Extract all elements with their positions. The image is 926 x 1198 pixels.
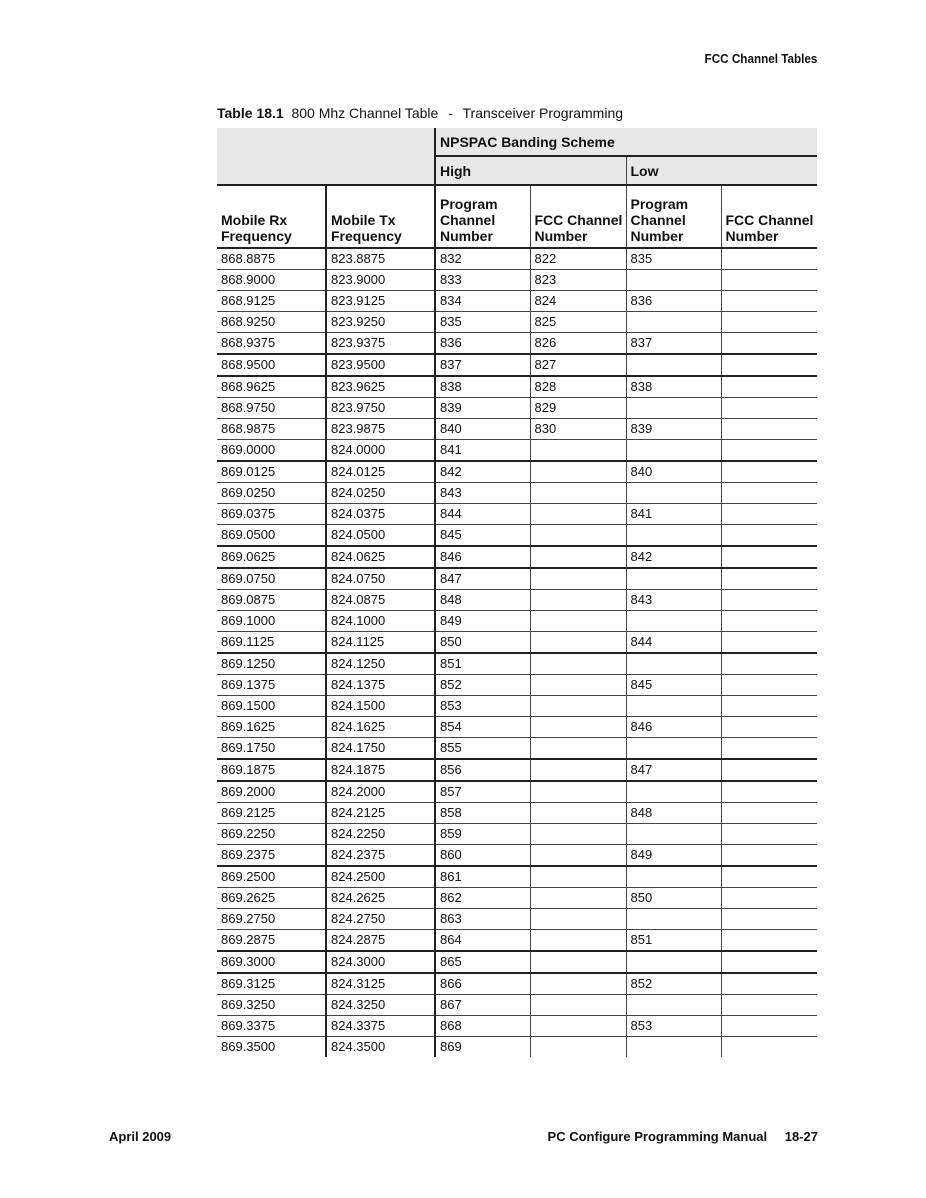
- col-header-mobile-rx: Mobile Rx Frequency: [217, 185, 326, 248]
- table-row: [217, 781, 817, 803]
- cell-low-program-channel: [626, 738, 721, 760]
- table-row: [217, 461, 817, 483]
- table-row: [217, 675, 817, 696]
- cell-low-fcc-channel: [721, 888, 817, 909]
- cell-low-program-channel: 849: [626, 845, 721, 867]
- cell-high-program-channel: 869: [435, 1037, 530, 1058]
- cell-low-program-channel: [626, 781, 721, 803]
- cell-high-fcc-channel: 823: [530, 270, 626, 291]
- cell-low-program-channel: 841: [626, 504, 721, 525]
- cell-mobile-tx: 824.1125: [326, 632, 435, 654]
- table-row: [217, 909, 817, 930]
- cell-high-program-channel: 835: [435, 312, 530, 333]
- table-title: 800 Mhz Channel Table: [291, 105, 439, 121]
- cell-high-fcc-channel: [530, 504, 626, 525]
- cell-mobile-rx: 869.1625: [217, 717, 326, 738]
- cell-low-program-channel: 837: [626, 333, 721, 355]
- cell-mobile-tx: 824.0500: [326, 525, 435, 547]
- cell-mobile-rx: 869.0500: [217, 525, 326, 547]
- footer-page-number: 18-27: [784, 1129, 818, 1144]
- cell-low-program-channel: 844: [626, 632, 721, 654]
- table-row: [217, 866, 817, 888]
- cell-high-fcc-channel: [530, 738, 626, 760]
- cell-high-program-channel: 851: [435, 653, 530, 675]
- caption-separator: -: [448, 105, 453, 121]
- group-header-npspac: NPSPAC Banding Scheme: [435, 128, 817, 156]
- cell-mobile-rx: 869.3500: [217, 1037, 326, 1058]
- cell-mobile-tx: 824.2250: [326, 824, 435, 845]
- cell-mobile-rx: 868.9250: [217, 312, 326, 333]
- cell-low-program-channel: [626, 824, 721, 845]
- cell-high-program-channel: 845: [435, 525, 530, 547]
- cell-mobile-rx: 869.0250: [217, 483, 326, 504]
- cell-high-fcc-channel: 822: [530, 248, 626, 270]
- cell-low-program-channel: 842: [626, 546, 721, 568]
- table-row: [217, 930, 817, 952]
- table-row: [217, 291, 817, 312]
- table-row: [217, 888, 817, 909]
- cell-high-fcc-channel: [530, 461, 626, 483]
- cell-low-program-channel: [626, 398, 721, 419]
- cell-low-program-channel: 848: [626, 803, 721, 824]
- cell-mobile-tx: 823.9375: [326, 333, 435, 355]
- cell-high-program-channel: 850: [435, 632, 530, 654]
- cell-mobile-tx: 823.9750: [326, 398, 435, 419]
- cell-low-fcc-channel: [721, 845, 817, 867]
- cell-mobile-rx: 869.1875: [217, 759, 326, 781]
- cell-mobile-rx: 869.2375: [217, 845, 326, 867]
- cell-mobile-rx: 869.2000: [217, 781, 326, 803]
- cell-high-fcc-channel: [530, 590, 626, 611]
- cell-low-program-channel: [626, 568, 721, 590]
- cell-high-fcc-channel: [530, 1037, 626, 1058]
- table-row: [217, 504, 817, 525]
- cell-high-fcc-channel: [530, 696, 626, 717]
- cell-mobile-rx: 869.0000: [217, 440, 326, 462]
- cell-mobile-rx: 868.9000: [217, 270, 326, 291]
- table-row: [217, 546, 817, 568]
- cell-high-fcc-channel: [530, 781, 626, 803]
- cell-low-fcc-channel: [721, 717, 817, 738]
- cell-mobile-tx: 824.2500: [326, 866, 435, 888]
- cell-high-fcc-channel: [530, 909, 626, 930]
- cell-mobile-rx: 869.1375: [217, 675, 326, 696]
- cell-mobile-rx: 868.9875: [217, 419, 326, 440]
- cell-low-program-channel: [626, 909, 721, 930]
- cell-high-fcc-channel: [530, 546, 626, 568]
- cell-high-fcc-channel: [530, 973, 626, 995]
- cell-high-fcc-channel: [530, 611, 626, 632]
- cell-low-program-channel: 846: [626, 717, 721, 738]
- cell-high-program-channel: 844: [435, 504, 530, 525]
- cell-high-fcc-channel: 827: [530, 354, 626, 376]
- cell-low-program-channel: [626, 440, 721, 462]
- cell-mobile-tx: 824.0625: [326, 546, 435, 568]
- cell-mobile-tx: 824.3375: [326, 1016, 435, 1037]
- cell-mobile-rx: 868.9375: [217, 333, 326, 355]
- cell-low-program-channel: 843: [626, 590, 721, 611]
- cell-mobile-rx: 869.2500: [217, 866, 326, 888]
- cell-low-program-channel: 847: [626, 759, 721, 781]
- cell-low-fcc-channel: [721, 248, 817, 270]
- cell-low-program-channel: 845: [626, 675, 721, 696]
- cell-mobile-tx: 823.9125: [326, 291, 435, 312]
- table-row: [217, 376, 817, 398]
- cell-low-fcc-channel: [721, 995, 817, 1016]
- cell-low-program-channel: 835: [626, 248, 721, 270]
- cell-low-fcc-channel: [721, 611, 817, 632]
- footer-date: April 2009: [109, 1129, 172, 1144]
- cell-high-program-channel: 852: [435, 675, 530, 696]
- cell-high-program-channel: 855: [435, 738, 530, 760]
- cell-low-fcc-channel: [721, 866, 817, 888]
- cell-low-fcc-channel: [721, 333, 817, 355]
- table-row: [217, 312, 817, 333]
- cell-low-fcc-channel: [721, 376, 817, 398]
- cell-high-program-channel: 842: [435, 461, 530, 483]
- cell-low-fcc-channel: [721, 951, 817, 973]
- cell-mobile-tx: 824.3125: [326, 973, 435, 995]
- cell-high-program-channel: 859: [435, 824, 530, 845]
- table-row: [217, 333, 817, 355]
- cell-low-program-channel: [626, 354, 721, 376]
- cell-low-fcc-channel: [721, 824, 817, 845]
- cell-low-fcc-channel: [721, 398, 817, 419]
- cell-low-program-channel: 840: [626, 461, 721, 483]
- cell-mobile-tx: 824.1625: [326, 717, 435, 738]
- cell-low-fcc-channel: [721, 803, 817, 824]
- cell-high-fcc-channel: 829: [530, 398, 626, 419]
- cell-mobile-tx: 824.0375: [326, 504, 435, 525]
- table-row: [217, 248, 817, 270]
- cell-low-fcc-channel: [721, 291, 817, 312]
- cell-high-fcc-channel: [530, 888, 626, 909]
- table-row: [217, 611, 817, 632]
- cell-high-program-channel: 833: [435, 270, 530, 291]
- cell-mobile-tx: 824.2375: [326, 845, 435, 867]
- cell-mobile-tx: 823.8875: [326, 248, 435, 270]
- table-row: [217, 419, 817, 440]
- cell-high-program-channel: 864: [435, 930, 530, 952]
- cell-low-fcc-channel: [721, 440, 817, 462]
- cell-high-program-channel: 863: [435, 909, 530, 930]
- table-row: [217, 632, 817, 654]
- cell-mobile-tx: 824.1750: [326, 738, 435, 760]
- cell-mobile-rx: 869.0875: [217, 590, 326, 611]
- cell-high-program-channel: 867: [435, 995, 530, 1016]
- cell-mobile-tx: 824.2625: [326, 888, 435, 909]
- table-row: [217, 568, 817, 590]
- cell-mobile-rx: 869.1250: [217, 653, 326, 675]
- cell-mobile-rx: 869.0375: [217, 504, 326, 525]
- table-row: [217, 398, 817, 419]
- cell-mobile-tx: 823.9000: [326, 270, 435, 291]
- cell-low-program-channel: [626, 995, 721, 1016]
- cell-high-fcc-channel: [530, 675, 626, 696]
- cell-high-fcc-channel: 826: [530, 333, 626, 355]
- cell-high-fcc-channel: [530, 824, 626, 845]
- header-blank: [217, 128, 435, 156]
- table-body: [217, 248, 817, 1057]
- cell-low-fcc-channel: [721, 632, 817, 654]
- table-row: [217, 1016, 817, 1037]
- cell-high-fcc-channel: 828: [530, 376, 626, 398]
- cell-mobile-tx: 824.1875: [326, 759, 435, 781]
- cell-low-fcc-channel: [721, 675, 817, 696]
- table-row: [217, 1037, 817, 1058]
- cell-low-fcc-channel: [721, 781, 817, 803]
- cell-low-program-channel: [626, 696, 721, 717]
- cell-high-fcc-channel: [530, 803, 626, 824]
- cell-low-fcc-channel: [721, 1016, 817, 1037]
- cell-high-fcc-channel: 825: [530, 312, 626, 333]
- table-subtitle: Transceiver Programming: [462, 105, 624, 121]
- cell-low-fcc-channel: [721, 696, 817, 717]
- cell-high-fcc-channel: [530, 951, 626, 973]
- cell-low-program-channel: [626, 1037, 721, 1058]
- cell-mobile-tx: 824.1500: [326, 696, 435, 717]
- running-head: FCC Channel Tables: [704, 51, 817, 66]
- table-row: [217, 483, 817, 504]
- cell-low-program-channel: 851: [626, 930, 721, 952]
- table-row: [217, 270, 817, 291]
- cell-mobile-rx: 869.1000: [217, 611, 326, 632]
- cell-mobile-tx: 823.9500: [326, 354, 435, 376]
- cell-high-program-channel: 841: [435, 440, 530, 462]
- subgroup-low: Low: [626, 156, 817, 185]
- cell-high-program-channel: 846: [435, 546, 530, 568]
- cell-mobile-tx: 823.9875: [326, 419, 435, 440]
- col-header-high-fcc-channel: FCC Channel Number: [530, 185, 626, 248]
- cell-low-fcc-channel: [721, 546, 817, 568]
- cell-low-fcc-channel: [721, 1037, 817, 1058]
- cell-high-program-channel: 834: [435, 291, 530, 312]
- cell-mobile-tx: 824.0875: [326, 590, 435, 611]
- cell-low-fcc-channel: [721, 525, 817, 547]
- cell-low-program-channel: [626, 866, 721, 888]
- table-row: [217, 525, 817, 547]
- cell-high-fcc-channel: 824: [530, 291, 626, 312]
- cell-low-fcc-channel: [721, 419, 817, 440]
- cell-high-program-channel: 839: [435, 398, 530, 419]
- cell-low-fcc-channel: [721, 568, 817, 590]
- table-row: [217, 951, 817, 973]
- table-row: [217, 845, 817, 867]
- table-number: Table 18.1: [217, 105, 284, 121]
- cell-high-program-channel: 856: [435, 759, 530, 781]
- cell-high-program-channel: 836: [435, 333, 530, 355]
- cell-mobile-tx: 824.2750: [326, 909, 435, 930]
- cell-high-fcc-channel: [530, 1016, 626, 1037]
- cell-high-program-channel: 868: [435, 1016, 530, 1037]
- cell-high-program-channel: 848: [435, 590, 530, 611]
- cell-high-fcc-channel: [530, 632, 626, 654]
- cell-mobile-rx: 869.1750: [217, 738, 326, 760]
- cell-low-fcc-channel: [721, 653, 817, 675]
- table-row: [217, 738, 817, 760]
- cell-mobile-tx: 824.0125: [326, 461, 435, 483]
- cell-mobile-rx: 869.1125: [217, 632, 326, 654]
- col-header-high-program-channel: Program Channel Number: [435, 185, 530, 248]
- cell-high-program-channel: 838: [435, 376, 530, 398]
- cell-mobile-tx: 823.9625: [326, 376, 435, 398]
- cell-low-fcc-channel: [721, 354, 817, 376]
- cell-low-program-channel: [626, 312, 721, 333]
- cell-mobile-tx: 824.1250: [326, 653, 435, 675]
- cell-mobile-tx: 824.3000: [326, 951, 435, 973]
- cell-low-program-channel: [626, 951, 721, 973]
- cell-mobile-rx: 869.1500: [217, 696, 326, 717]
- cell-high-program-channel: 858: [435, 803, 530, 824]
- cell-low-fcc-channel: [721, 504, 817, 525]
- cell-low-fcc-channel: [721, 483, 817, 504]
- cell-mobile-tx: 824.3250: [326, 995, 435, 1016]
- cell-high-program-channel: 862: [435, 888, 530, 909]
- table-row: [217, 717, 817, 738]
- cell-high-program-channel: 860: [435, 845, 530, 867]
- cell-high-program-channel: 865: [435, 951, 530, 973]
- cell-mobile-rx: 869.3375: [217, 1016, 326, 1037]
- cell-mobile-tx: 824.0000: [326, 440, 435, 462]
- cell-low-fcc-channel: [721, 312, 817, 333]
- cell-low-program-channel: 852: [626, 973, 721, 995]
- cell-low-fcc-channel: [721, 909, 817, 930]
- cell-mobile-rx: 868.9750: [217, 398, 326, 419]
- cell-high-fcc-channel: 830: [530, 419, 626, 440]
- cell-low-program-channel: [626, 653, 721, 675]
- cell-mobile-tx: 824.2125: [326, 803, 435, 824]
- cell-high-fcc-channel: [530, 653, 626, 675]
- cell-mobile-tx: 824.0750: [326, 568, 435, 590]
- table-row: [217, 803, 817, 824]
- cell-high-program-channel: 854: [435, 717, 530, 738]
- cell-low-fcc-channel: [721, 973, 817, 995]
- cell-mobile-rx: 869.0750: [217, 568, 326, 590]
- cell-mobile-tx: 824.2875: [326, 930, 435, 952]
- cell-mobile-rx: 869.2750: [217, 909, 326, 930]
- cell-low-fcc-channel: [721, 930, 817, 952]
- col-header-low-program-channel: Program Channel Number: [626, 185, 721, 248]
- cell-high-fcc-channel: [530, 930, 626, 952]
- cell-high-program-channel: 849: [435, 611, 530, 632]
- cell-high-program-channel: 837: [435, 354, 530, 376]
- cell-mobile-tx: 823.9250: [326, 312, 435, 333]
- cell-high-fcc-channel: [530, 525, 626, 547]
- cell-mobile-rx: 869.0625: [217, 546, 326, 568]
- cell-high-fcc-channel: [530, 717, 626, 738]
- cell-mobile-rx: 869.3125: [217, 973, 326, 995]
- table-row: [217, 995, 817, 1016]
- cell-mobile-tx: 824.1000: [326, 611, 435, 632]
- col-header-low-fcc-channel: FCC Channel Number: [721, 185, 817, 248]
- cell-high-fcc-channel: [530, 995, 626, 1016]
- cell-low-fcc-channel: [721, 590, 817, 611]
- cell-low-fcc-channel: [721, 738, 817, 760]
- cell-high-program-channel: 853: [435, 696, 530, 717]
- cell-mobile-rx: 868.9625: [217, 376, 326, 398]
- cell-mobile-tx: 824.0250: [326, 483, 435, 504]
- cell-low-program-channel: [626, 483, 721, 504]
- cell-mobile-rx: 869.2875: [217, 930, 326, 952]
- cell-high-program-channel: 832: [435, 248, 530, 270]
- channel-table: [217, 128, 817, 1057]
- cell-low-fcc-channel: [721, 759, 817, 781]
- cell-high-program-channel: 847: [435, 568, 530, 590]
- cell-low-program-channel: [626, 525, 721, 547]
- cell-high-fcc-channel: [530, 568, 626, 590]
- cell-mobile-rx: 869.2250: [217, 824, 326, 845]
- footer-manual-title: PC Configure Programming Manual: [547, 1129, 768, 1144]
- cell-mobile-rx: 869.3250: [217, 995, 326, 1016]
- cell-high-fcc-channel: [530, 483, 626, 504]
- cell-mobile-rx: 868.8875: [217, 248, 326, 270]
- cell-low-program-channel: [626, 270, 721, 291]
- cell-high-program-channel: 843: [435, 483, 530, 504]
- cell-high-program-channel: 840: [435, 419, 530, 440]
- cell-low-fcc-channel: [721, 461, 817, 483]
- cell-high-fcc-channel: [530, 759, 626, 781]
- cell-low-program-channel: 853: [626, 1016, 721, 1037]
- cell-mobile-rx: 869.2625: [217, 888, 326, 909]
- header-blank-2: [217, 156, 435, 185]
- cell-mobile-rx: 869.2125: [217, 803, 326, 824]
- cell-mobile-rx: 868.9125: [217, 291, 326, 312]
- cell-low-program-channel: [626, 611, 721, 632]
- table-row: [217, 696, 817, 717]
- cell-mobile-rx: 869.3000: [217, 951, 326, 973]
- cell-high-fcc-channel: [530, 866, 626, 888]
- subgroup-high: High: [435, 156, 626, 185]
- cell-low-fcc-channel: [721, 270, 817, 291]
- table-row: [217, 354, 817, 376]
- cell-low-program-channel: 850: [626, 888, 721, 909]
- table-row: [217, 973, 817, 995]
- cell-high-fcc-channel: [530, 845, 626, 867]
- footer-right: [548, 1129, 818, 1144]
- cell-low-program-channel: 839: [626, 419, 721, 440]
- cell-high-program-channel: 866: [435, 973, 530, 995]
- cell-high-fcc-channel: [530, 440, 626, 462]
- cell-low-program-channel: 836: [626, 291, 721, 312]
- table-row: [217, 824, 817, 845]
- cell-high-program-channel: 861: [435, 866, 530, 888]
- table-row: [217, 590, 817, 611]
- table-row: [217, 653, 817, 675]
- cell-mobile-rx: 869.0125: [217, 461, 326, 483]
- cell-low-program-channel: 838: [626, 376, 721, 398]
- cell-mobile-tx: 824.3500: [326, 1037, 435, 1058]
- table-row: [217, 759, 817, 781]
- cell-mobile-tx: 824.2000: [326, 781, 435, 803]
- cell-high-program-channel: 857: [435, 781, 530, 803]
- table-row: [217, 440, 817, 462]
- cell-mobile-rx: 868.9500: [217, 354, 326, 376]
- table-caption: [217, 105, 629, 121]
- col-header-mobile-tx: Mobile Tx Frequency: [326, 185, 435, 248]
- cell-mobile-tx: 824.1375: [326, 675, 435, 696]
